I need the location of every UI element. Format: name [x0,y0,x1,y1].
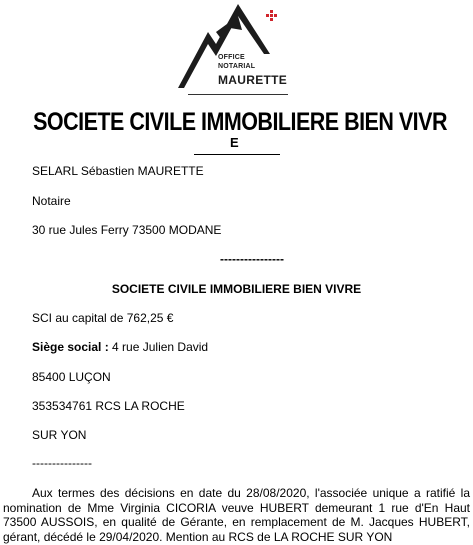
title-divider [194,154,280,155]
swiss-cross-icon [266,10,277,21]
notary-role: Notaire [32,194,71,208]
logo-line-notarial: NOTARIAL [218,63,256,70]
company-rcs-city: SUR YON [32,428,87,442]
logo-line-office: OFFICE [218,54,245,61]
separator-bold: ---------------- [220,252,284,266]
separator-plain: --------------- [32,456,92,470]
notary-name: SELARL Sébastien MAURETTE [32,164,204,178]
company-seat [32,340,208,354]
seat-value: 4 rue Julien David [108,340,209,354]
company-rcs: 353534761 RCS LA ROCHE [32,399,185,413]
company-heading: SOCIETE CIVILE IMMOBILIERE BIEN VIVRE [111,282,362,296]
company-city: 85400 LUÇON [32,370,111,384]
logo-line-maurette: MAURETTE [218,73,288,87]
seat-label: Siège social : [32,340,109,354]
logo-underline [188,94,288,95]
decision-paragraph: Aux termes des décisions en date du 28/08/2020, l'associée unique a ratifié la nomination de Mme Virginia CICORIA veuve HUBERT demeurant 1 rue d'En Haut 73500 AUSSOIS, en qualité de Gérante, en remplacement de M. Jacques HUBERT, gérant, décédé le 29/04/2020. Mention au RCS de LA ROCHE SUR YON [3,486,470,544]
company-capital: SCI au capital de 762,25 € [32,311,174,325]
notary-address: 30 rue Jules Ferry 73500 MODANE [32,223,222,237]
document-title: SOCIETE CIVILE IMMOBILIERE BIEN VIVR [33,108,447,136]
office-logo [176,2,288,94]
document-title-wrap: E [230,135,239,150]
